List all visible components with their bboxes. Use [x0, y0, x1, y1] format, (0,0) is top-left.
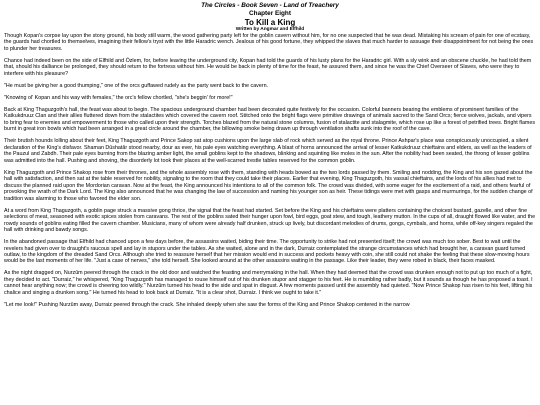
chapter-title: To Kill a King	[244, 18, 296, 27]
paragraph: "He must be giving her a good thumping," one of the orcs guffawed rudely as the party went back to the cavern.	[4, 82, 269, 89]
chapter-header	[4, 2, 536, 33]
chapter-number: Chapter Eight	[249, 10, 291, 17]
author-byline: Written by Angmar and Elfhild	[235, 27, 305, 32]
paragraph: Though Kopan's corpse lay upon the stony ground, his body still warm, the wood gathering party left for the goblin cavern without him, for no one suspected that he was dead. Mistaking his scream of pain for one of ecstasy, the guards had chortled to themselves, imagining their fellow's tryst with the little Haradric wench. Jealous of his good fortune, they whipped the slaves that much harder to assuage their disappointment for not being the ones to plunder her treasures.	[4, 33, 534, 52]
paragraph: At a word from King Thaguzgoth, a goblin page struck a massive gong thrice, the signal that the feast had started. Set before the King and his chieftains were platters containing the choicest bustard, gazelle, and other fine selections of meat, seasoned with exotic spices stolen from caravans. The rest of the goblins sated their hunger upon fowl, bird eggs, goat stew, and tough, leathery mutton. In the cups of all, draught flowed like water, and the rowdy sounds of goblins eating filled the cavern chamber. Musicians, many of whom were already half drunken, struck up lively, but discordant melodies of drums, gongs, cymbals, and horns, while off-key singers regaled the hall with drinking and bawdy songs.	[4, 207, 536, 234]
paragraph: As the night dragged on, Nurzûm peered through the crack in the old door and watched the feasting and merrymaking in the hall. When they had deemed that the crowd was drunken enough not to put up too much of a fight, they decided to act. "Durraiz," he whispered, "King Thaguzgoth has managed to rouse himself out of his drunken stupor and stagger to his feet. He is mumbling rather badly, but it sounds as though he has proposed a toast. I cannot hear anything now; the crowd is cheering too wildly." Nurzûm turned his head to the side and spat in disgust. A few moments passed until the assembly had quieted. "Now Prince Shakop has risen to his feet, lifting his chalice and singing a drunken song." He turned his head to look back at Durraiz. "It is a clear shot, Durraiz. I think we ought to take it."	[4, 270, 533, 296]
paragraph: Chance had indeed been on the side of Elfhild and Ózlem, for, before leaving the underground city, Kopan had told the guards of his lusty plans for the Haradric girl. With a sly wink and an obscene chuckle, he had told them that, should his dalliance be prolonged, they should return to the fortress without him. He would be back in plenty of time for the feast, he assured them, and since he was the Chief Overseer of Slaves, who were they to interfere with his pleasure?	[4, 57, 532, 77]
paragraph: In the abandoned passage that Elfhild had chanced upon a few days before, the assassins waited, biding their time. The opportunity to strike had not presented itself; the crowd was much too sober. Best to wait until the revelers had given over to draught's raucous spell and lay in stupors under the tables. As she waited, alone and in the dark, Durraiz contemplated the strange circumstances which had brought her, a caravan guard turned outlaw, to the kingdom of the dreaded Sand Orcs. Although she tried to reassure herself that her mission would end in success and pockets heavy with coin, she still could not shake the feeling that these slow-moving hours would be the last moments of her life. "Just a case of nerves," she told herself. She looked around at the other assassins waiting in the passage. Like their leader, they were robed in black, their faces masked.	[4, 239, 530, 265]
paragraph: "Knowing ol' Kopan and his way with females," the orc's fellow chortled, "she's beggin' for more!"	[4, 94, 233, 101]
series-title: The Circles - Book Seven - Land of Treachery	[201, 2, 339, 9]
paragraph: Back at King Thaguzgoth's hall, the feast was about to begin. The spacious underground chamber had been decorated quite festively for the occasion. Colorful banners bearing the emblems of prominent families of the Katkukdruuz Clan and their allies fluttered down from the stalactites which covered the cavern roof. Stitched onto the bright flags were primitive drawings of animals sacred to the Sand Orcs; fierce wolves, jackals, and vipers to bring fear to enemies and empowerment to those who called upon their strength. Torches blazed from the natural stone columns, fusion of stalactite and stalagmite, which rose up like a forest of petrified trees. Bright flames burnt in great iron bowls which had been arranged in a great circle around the chamber, the billowing smoke being drawn up through ventilation shafts sunk into the roof of the cave.	[4, 107, 536, 133]
document-page	[4, 0, 536, 308]
paragraph: Their brutish hounds lolling about their feet, King Thaguzgoth and Prince Sakop sat atop cushions upon the large slab of rock which served as the royal throne. Prince Ashpar's place was conspicuously unoccupied, a silent declaration of the King's disfavor. Shaman Dûshatâr stood nearby, dour as ever, his pale eyes watching everything. A blast of horns announced the arrival of lesser Katkukdruuz chieftains and elders, as well as the leaders of the Pauzul and Zabdh. Their pale eyes burning from the blazing amber light, the small goblins kept to the shadows, blinking and squinting like moles in the sun. After the nobility had been seated, the throng of lesser goblins was admitted into the hall. Pushing and shoving, the disorderly lot took their places at the well-scarred trestle tables reserved for the common goblin.	[4, 138, 532, 164]
paragraph: "Let me look!" Pushing Nurzûm away, Durraiz peered through the crack. She inhaled deeply when she saw the forms of the King and Prince Shakop centered in the narrow	[4, 301, 410, 308]
paragraph: King Thaguzgoth and Prince Shakop rose from their thrones, and the whole assembly rose with them, standing with heads bowed as the two lords passed by them. Smiling and nodding, the King and his son gazed about the hall with satisfaction, and then sat at the table reserved for nobility, signaling to the room that they could take their places. Earlier that evening, King Thaguzgoth, his vassal chieftains, and the lords of his allies had met to discuss the planned raid upon the Mordorian caravan. Now at the feast, the King announced his intentions to all of the common folk. The crowd was divided, with some eager for the excitement of a raid, and others fearful of provoking the wrath of the Dark Lord. The King also announced that he was changing the law of succession and naming his younger son as heir. These tidings were met with gasps and murmurings, for the sudden change of tradition was alarming to those who favored the elder son.	[4, 169, 533, 202]
story-body	[4, 33, 536, 308]
